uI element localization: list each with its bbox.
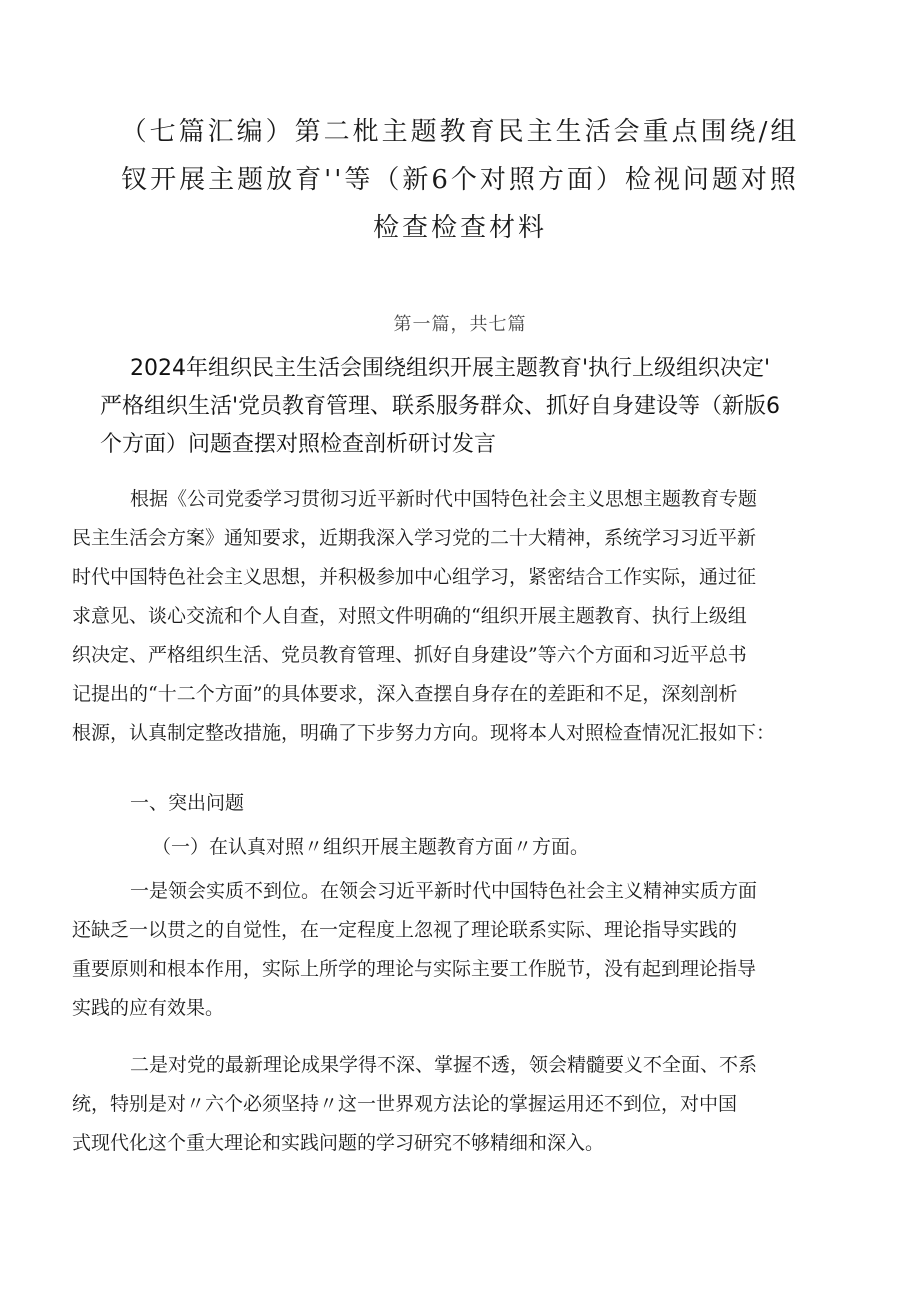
article-title: [100, 350, 860, 464]
paragraph-line: 求意见、谈心交流和个人自查，对照文件明确的“组织开展主题教育、执行上级组: [72, 605, 747, 627]
paragraph-line: 式现代化这个重大理论和实践问题的学习研究不够精细和深入。: [72, 1132, 605, 1154]
article-title-line: 严格组织生活'党员教育管理、联系服务群众、抓好自身建设等（新版6: [100, 394, 781, 419]
paragraph-line: 民主生活会方案》通知要求，近期我深入学习党的二十大精神，系统学习习近平新: [72, 527, 757, 549]
paragraph-line: 记提出的“十二个方面”的具体要求，深入查摆自身存在的差距和不足，深刻剖析: [72, 683, 738, 705]
paragraph-line: 根据《公司党委学习贯彻习近平新时代中国特色社会主义思想主题教育专题: [130, 488, 758, 510]
paragraph-line: 时代中国特色社会主义思想，并积极参加中心组学习，紧密结合工作实际，通过征: [72, 566, 757, 588]
paragraph-line: 一是领会实质不到位。在领会习近平新时代中国特色社会主义精神实质方面: [130, 880, 758, 902]
section-label: 第一篇，共七篇: [393, 314, 527, 335]
point-two-paragraph: [72, 1046, 852, 1163]
article-title-line: 个方面）问题查摆对照检查剖析研讨发言: [100, 432, 497, 457]
document-title: [90, 108, 830, 252]
paragraph-line: 织决定、严格组织生活、党员教育管理、抓好自身建设”等六个方面和习近平总书: [72, 644, 747, 666]
paragraph-line: 二是对党的最新理论成果学得不深、掌握不透，领会精髓要义不全面、不系: [130, 1054, 758, 1076]
intro-paragraph: [72, 480, 852, 753]
paragraph-line: 根源，认真制定整改措施，明确了下步努力方向。现将本人对照检查情况汇报如下：: [72, 722, 776, 744]
title-line: （七篇汇编）第二枇主题教育民主生活会重点围绕/组: [120, 117, 800, 147]
article-title-line: 2024年组织民主生活会围绕组织开展主题教育'执行上级组织决定': [130, 356, 771, 381]
paragraph-line: 重要原则和根本作用，实际上所学的理论与实际主要工作脱节，没有起到理论指导: [72, 958, 757, 980]
section-heading: 一、突出问题: [130, 792, 245, 814]
title-line: 检查检查材料: [372, 213, 547, 243]
paragraph-line: 还缺乏一以贯之的自觉性，在一定程度上忽视了理论联系实际、理论指导实践的: [72, 919, 738, 941]
paragraph-line: 统，特别是对〃六个必须坚持〃这一世界观方法论的掌握运用还不到位，对中国: [72, 1093, 738, 1115]
paragraph-line: 实践的应有效果。: [72, 997, 225, 1019]
point-one-paragraph: [72, 872, 852, 1028]
title-line: 钗开展主题放育''等（新6个对照方面）检视问题对照: [121, 165, 799, 195]
subsection-heading: （一）在认真对照〃组织开展主题教育方面〃方面。: [152, 836, 590, 858]
